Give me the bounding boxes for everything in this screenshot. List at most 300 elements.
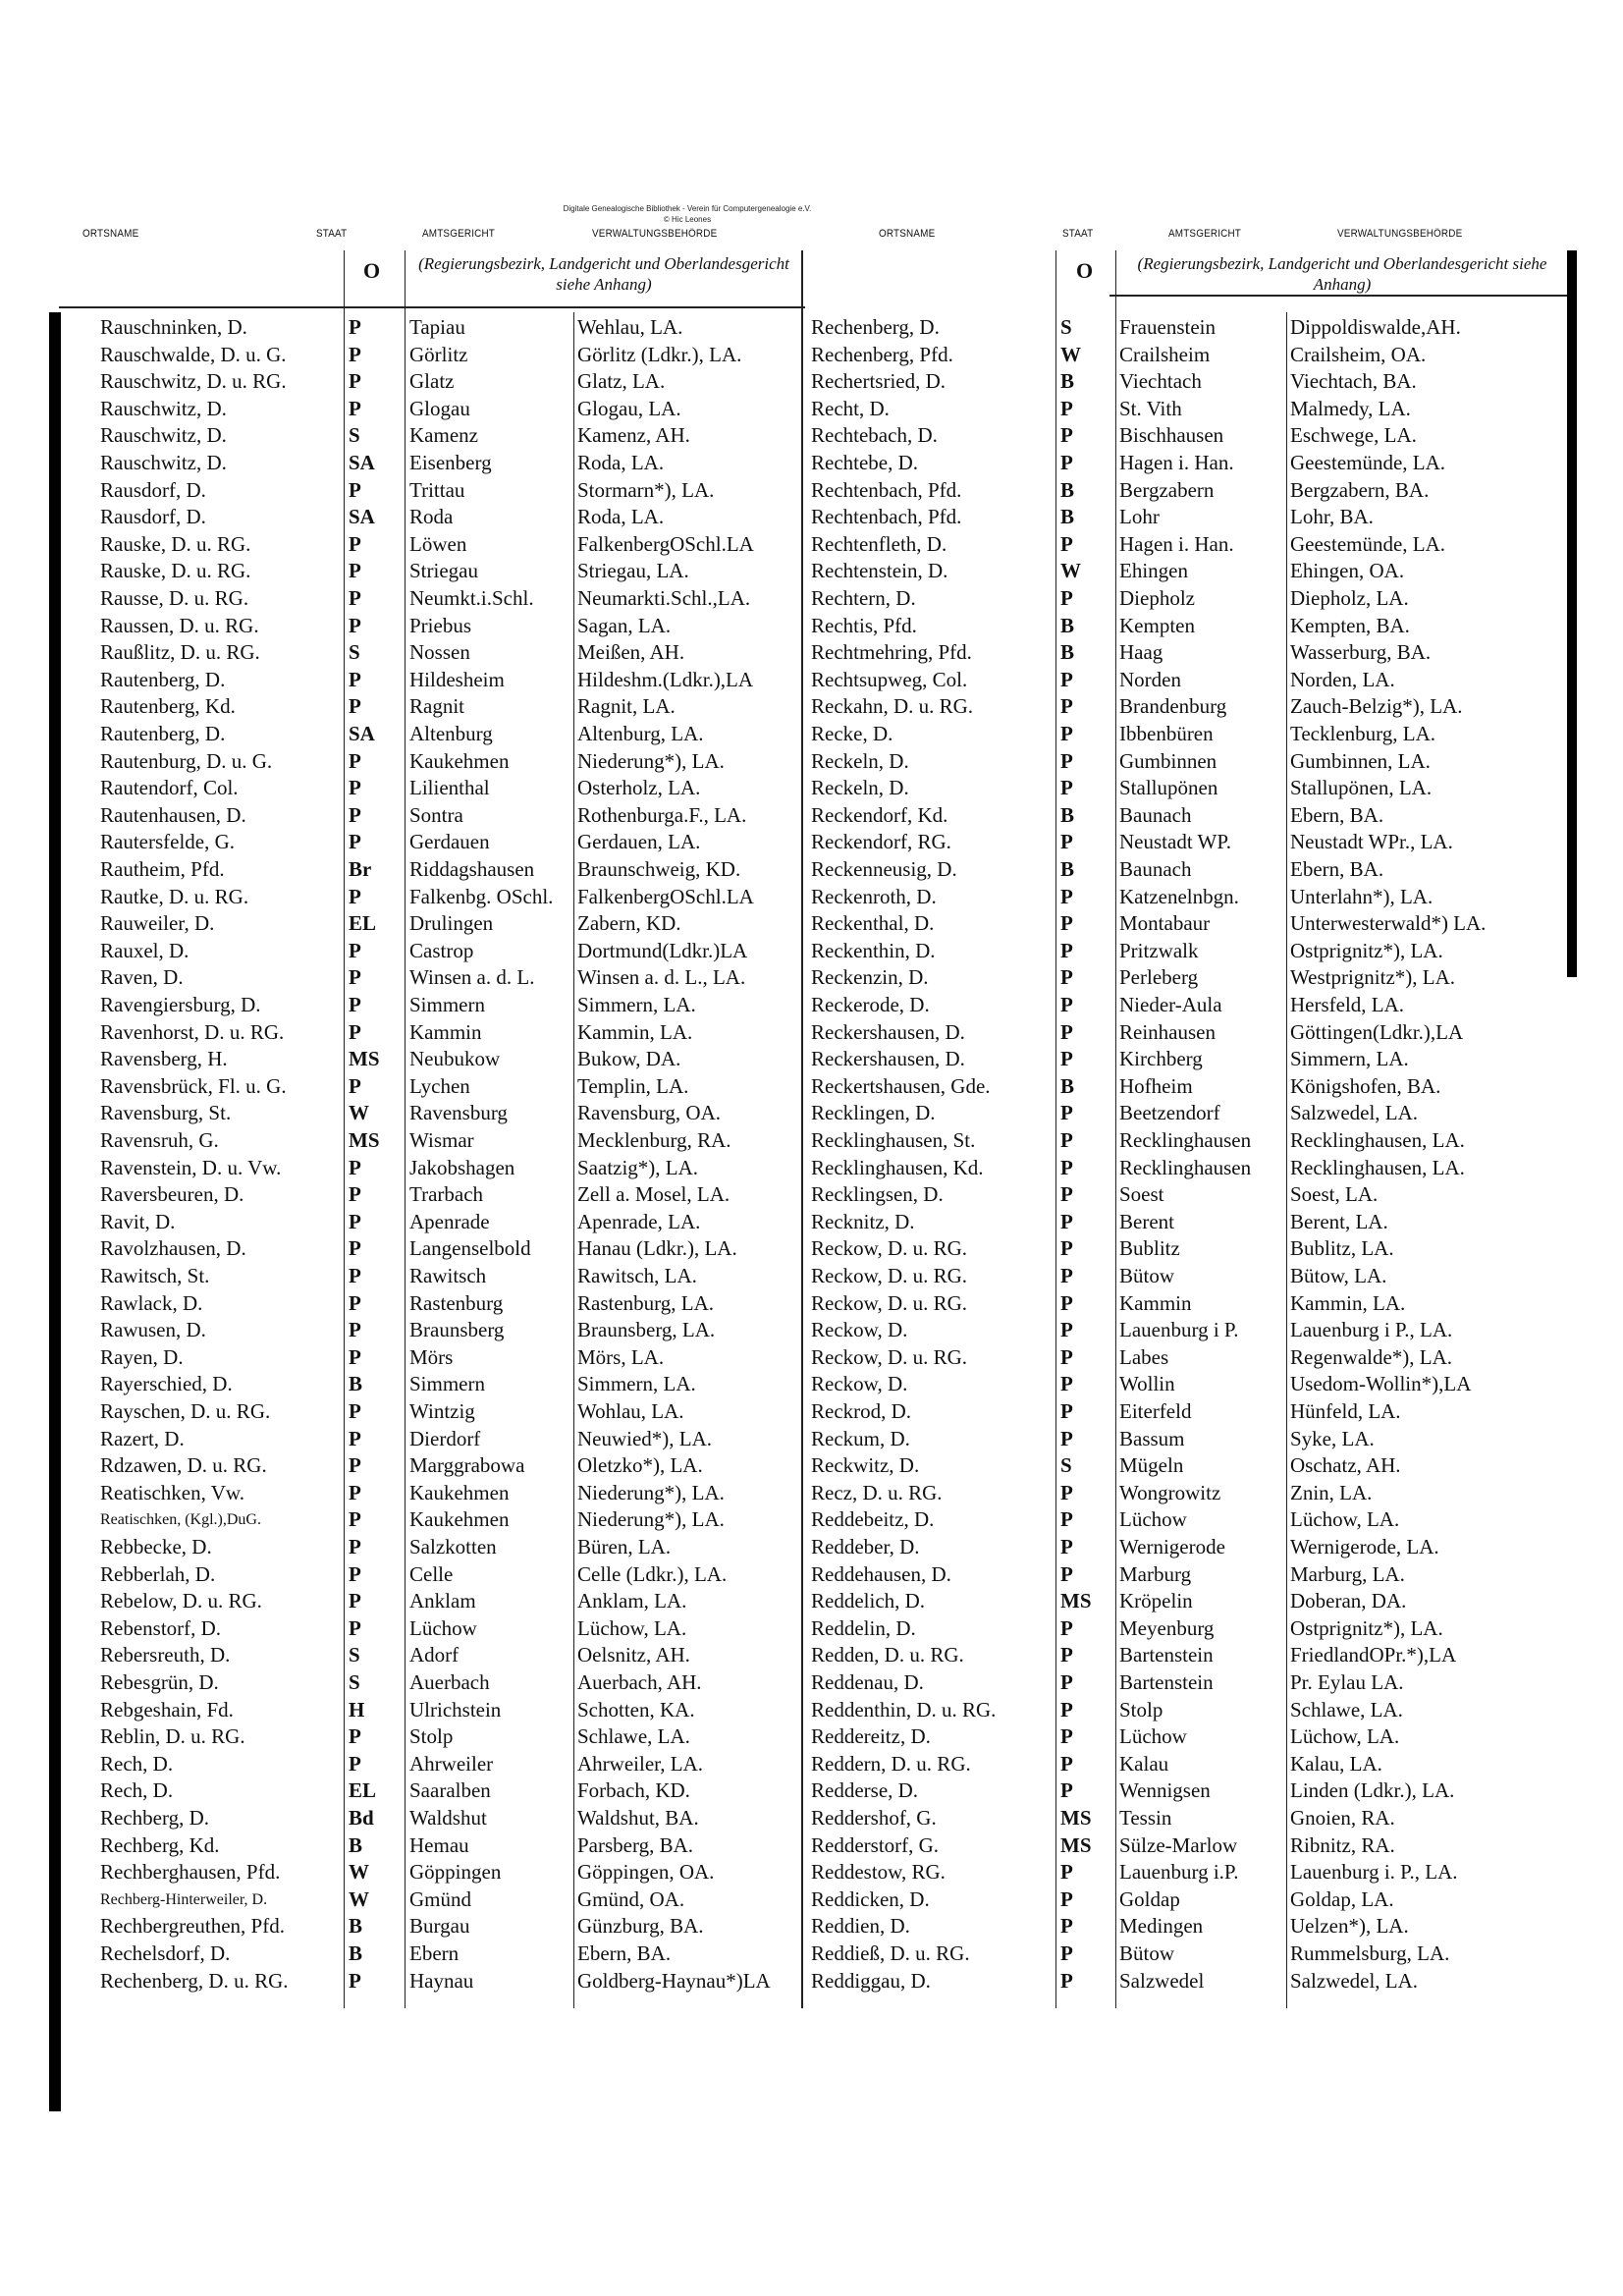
divider: [1286, 312, 1287, 2008]
cell-amtsgericht: Bublitz: [1119, 1236, 1180, 1261]
cell-verwaltungsbehoerde: Tecklenburg, LA.: [1290, 722, 1436, 745]
cell-staat: P: [349, 1561, 361, 1586]
cell-verwaltungsbehoerde: Mecklenburg, RA.: [577, 1128, 731, 1152]
cell-verwaltungsbehoerde: Kempten, BA.: [1290, 613, 1410, 637]
cell-ortsname: Rechelsdorf, D.: [100, 1941, 231, 1965]
header-note-left: (Regierungsbezirk, Landgericht und Oberlandesgericht siehe Anhang): [418, 254, 789, 294]
cell-staat: P: [1060, 1047, 1073, 1071]
cell-staat: P: [1060, 1101, 1073, 1125]
cell-verwaltungsbehoerde: Dortmund(Ldkr.)LA: [577, 938, 748, 962]
cell-ortsname: Rauxel, D.: [100, 938, 189, 962]
cell-amtsgericht: Diepholz: [1119, 586, 1195, 610]
cell-staat: P: [1060, 667, 1073, 691]
cell-amtsgericht: Hagen i. Han.: [1119, 451, 1234, 474]
cell-amtsgericht: Kammin: [1119, 1290, 1192, 1315]
cell-ortsname: Rechtenbach, Pfd.: [811, 477, 962, 502]
credit-line-1: Digitale Genealogische Bibliothek - Verein für Computergenealogie e.V.: [563, 204, 812, 213]
cell-ortsname: Rebberlah, D.: [100, 1561, 216, 1586]
cell-staat: P: [1060, 1886, 1073, 1911]
cell-staat: P: [1060, 884, 1073, 908]
cell-amtsgericht: Norden: [1119, 667, 1181, 691]
cell-staat: P: [1060, 1507, 1073, 1532]
cell-staat: B: [349, 1832, 363, 1857]
cell-verwaltungsbehoerde: Gerdauen, LA.: [577, 830, 701, 854]
cell-staat: P: [1060, 1480, 1073, 1504]
cell-staat: P: [349, 694, 361, 719]
cell-staat: P: [1060, 1643, 1073, 1667]
divider: [1115, 250, 1116, 2008]
cell-amtsgericht: Bartenstein: [1119, 1670, 1214, 1694]
cell-verwaltungsbehoerde: Göppingen, OA.: [577, 1860, 715, 1885]
cell-staat: P: [349, 613, 361, 637]
cell-amtsgericht: Wintzig: [409, 1399, 475, 1423]
cell-amtsgericht: Ahrweiler: [409, 1751, 494, 1776]
cell-amtsgericht: Medingen: [1119, 1914, 1204, 1939]
cell-staat: S: [349, 1670, 360, 1694]
cell-amtsgericht: Kaukehmen: [409, 1507, 510, 1532]
cell-staat: W: [1060, 342, 1081, 366]
cell-staat: MS: [1060, 1832, 1092, 1857]
cell-ortsname: Rautenberg, Kd.: [100, 694, 236, 719]
cell-amtsgericht: Ulrichstein: [409, 1697, 502, 1722]
cell-ortsname: Rechtis, Pfd.: [811, 613, 917, 637]
cell-ortsname: Reddershof, G.: [811, 1806, 937, 1830]
cell-amtsgericht: Hofheim: [1119, 1073, 1193, 1098]
cell-staat: P: [349, 342, 361, 366]
cell-amtsgericht: Pritzwalk: [1119, 938, 1199, 962]
cell-staat: P: [349, 802, 361, 827]
cell-verwaltungsbehoerde: Waldshut, BA.: [577, 1806, 699, 1830]
cell-ortsname: Rechbergreuthen, Pfd.: [100, 1914, 285, 1939]
cell-verwaltungsbehoerde: Wasserburg, BA.: [1290, 640, 1432, 665]
cell-verwaltungsbehoerde: Ahrweiler, LA.: [577, 1751, 704, 1776]
cell-ortsname: Reckwitz, D.: [811, 1453, 920, 1478]
cell-amtsgericht: Wernigerode: [1119, 1535, 1225, 1558]
cell-amtsgericht: Ravensburg: [409, 1101, 508, 1125]
cell-verwaltungsbehoerde: Malmedy, LA.: [1290, 396, 1411, 420]
cell-ortsname: Rechertsried, D.: [811, 369, 947, 394]
cell-verwaltungsbehoerde: Braunsberg, LA.: [577, 1318, 716, 1342]
cell-ortsname: Ravensberg, H.: [100, 1047, 228, 1071]
cell-verwaltungsbehoerde: Neustadt WPr., LA.: [1290, 830, 1453, 854]
cell-verwaltungsbehoerde: Glatz, LA.: [577, 369, 666, 394]
cell-verwaltungsbehoerde: Goldap, LA.: [1290, 1886, 1394, 1911]
cell-staat: P: [349, 1344, 361, 1369]
cell-staat: P: [349, 965, 361, 990]
cell-staat: S: [349, 423, 360, 448]
cell-staat: P: [1060, 1860, 1073, 1885]
cell-ortsname: Rebersreuth, D.: [100, 1643, 231, 1667]
cell-ortsname: Rauschwitz, D. u. RG.: [100, 369, 287, 394]
cell-ortsname: Reddicken, D.: [811, 1886, 930, 1911]
cell-amtsgericht: Simmern: [409, 993, 485, 1016]
cell-amtsgericht: Recklinghausen: [1119, 1155, 1252, 1179]
cell-amtsgericht: Jakobshagen: [409, 1155, 515, 1179]
cell-amtsgericht: Auerbach: [409, 1670, 490, 1694]
cell-amtsgericht: Wollin: [1119, 1372, 1175, 1396]
cell-staat: P: [1060, 1264, 1073, 1287]
cell-amtsgericht: Drulingen: [409, 911, 494, 936]
cell-verwaltungsbehoerde: Bukow, DA.: [577, 1047, 681, 1071]
staat-mark-left: O: [363, 258, 381, 283]
cell-amtsgericht: Hemau: [409, 1832, 469, 1857]
cell-ortsname: Reddehausen, D.: [811, 1561, 951, 1586]
cell-ortsname: Recknitz, D.: [811, 1209, 915, 1233]
cell-verwaltungsbehoerde: Mörs, LA.: [577, 1344, 665, 1369]
cell-verwaltungsbehoerde: Rothenburga.F., LA.: [577, 802, 747, 827]
cell-staat: P: [349, 748, 361, 773]
cell-ortsname: Reddereitz, D.: [811, 1724, 931, 1749]
cell-staat: P: [349, 1019, 361, 1044]
cell-ortsname: Reckenzin, D.: [811, 965, 929, 990]
cell-staat: P: [349, 1426, 361, 1450]
cell-amtsgericht: Neubukow: [409, 1047, 501, 1071]
cell-staat: P: [1060, 1697, 1073, 1722]
cell-ortsname: Rech, D.: [100, 1751, 174, 1776]
cell-staat: P: [349, 1264, 361, 1287]
cell-ortsname: Rauschwalde, D. u. G.: [100, 342, 287, 366]
cell-ortsname: Reddeber, D.: [811, 1535, 920, 1558]
cell-ortsname: Recklinghausen, St.: [811, 1128, 976, 1152]
cell-verwaltungsbehoerde: Syke, LA.: [1290, 1426, 1375, 1450]
cell-amtsgericht: Stolp: [1119, 1697, 1163, 1722]
cell-staat: P: [349, 1155, 361, 1179]
cell-verwaltungsbehoerde: Niederung*), LA.: [577, 1480, 725, 1504]
cell-staat: B: [1060, 477, 1075, 502]
cell-ortsname: Raußlitz, D. u. RG.: [100, 640, 260, 665]
cell-staat: P: [1060, 1182, 1073, 1207]
cell-staat: P: [349, 1589, 361, 1613]
cell-amtsgericht: Tessin: [1119, 1806, 1172, 1830]
header-staat-left: STAAT: [316, 228, 348, 240]
cell-ortsname: Rebgeshain, Fd.: [100, 1697, 234, 1722]
cell-ortsname: Rautke, D. u. RG.: [100, 884, 249, 908]
cell-staat: P: [1060, 722, 1073, 745]
cell-verwaltungsbehoerde: Görlitz (Ldkr.), LA.: [577, 342, 742, 366]
divider: [1055, 250, 1056, 2008]
cell-staat: SA: [349, 451, 375, 474]
cell-ortsname: Reddenthin, D. u. RG.: [811, 1697, 997, 1722]
cell-ortsname: Rawitsch, St.: [100, 1264, 210, 1287]
cell-staat: S: [349, 640, 360, 665]
cell-ortsname: Rauske, D. u. RG.: [100, 531, 251, 556]
cell-ortsname: Reddern, D. u. RG.: [811, 1751, 971, 1776]
cell-amtsgericht: Falkenbg. OSchl.: [409, 884, 554, 908]
cell-staat: S: [349, 1643, 360, 1667]
cell-staat: P: [349, 559, 361, 583]
cell-verwaltungsbehoerde: Lauenburg i P., LA.: [1290, 1318, 1453, 1342]
cell-staat: P: [349, 1480, 361, 1504]
cell-verwaltungsbehoerde: Saatzig*), LA.: [577, 1155, 699, 1179]
cell-verwaltungsbehoerde: Berent, LA.: [1290, 1209, 1388, 1233]
cell-amtsgericht: Göppingen: [409, 1860, 502, 1885]
cell-staat: P: [349, 396, 361, 420]
cell-ortsname: Rebbecke, D.: [100, 1535, 212, 1558]
cell-ortsname: Rechenberg, Pfd.: [811, 342, 953, 366]
cell-ortsname: Recklinghausen, Kd.: [811, 1155, 984, 1179]
cell-verwaltungsbehoerde: Bublitz, LA.: [1290, 1236, 1394, 1261]
cell-verwaltungsbehoerde: Ragnit, LA.: [577, 694, 676, 719]
cell-amtsgericht: Simmern: [409, 1372, 485, 1396]
cell-staat: P: [349, 1724, 361, 1749]
cell-ortsname: Rechberg, Kd.: [100, 1832, 220, 1857]
left-margin-bar: [49, 312, 61, 2111]
cell-amtsgericht: Lüchow: [1119, 1724, 1187, 1749]
cell-amtsgericht: Kröpelin: [1119, 1589, 1193, 1613]
cell-staat: EL: [349, 1778, 377, 1803]
cell-staat: P: [349, 1182, 361, 1207]
cell-ortsname: Reckow, D. u. RG.: [811, 1236, 968, 1261]
cell-amtsgericht: Lauenburg i.P.: [1119, 1860, 1239, 1885]
cell-amtsgericht: Salzkotten: [409, 1535, 497, 1558]
cell-verwaltungsbehoerde: Templin, LA.: [577, 1073, 689, 1098]
cell-verwaltungsbehoerde: Oelsnitz, AH.: [577, 1643, 690, 1667]
cell-staat: W: [349, 1886, 369, 1911]
cell-verwaltungsbehoerde: Schlawe, LA.: [577, 1724, 690, 1749]
cell-ortsname: Rayschen, D. u. RG.: [100, 1399, 271, 1423]
cell-verwaltungsbehoerde: Anklam, LA.: [577, 1589, 687, 1613]
cell-verwaltungsbehoerde: Büren, LA.: [577, 1535, 672, 1558]
cell-verwaltungsbehoerde: Crailsheim, OA.: [1290, 342, 1427, 366]
cell-staat: P: [349, 1751, 361, 1776]
cell-staat: P: [1060, 1399, 1073, 1423]
cell-ortsname: Ravensburg, St.: [100, 1101, 232, 1125]
cell-ortsname: Rechberg-Hinterweiler, D.: [100, 1890, 268, 1908]
cell-ortsname: Rechtebe, D.: [811, 451, 919, 474]
cell-ortsname: Rausse, D. u. RG.: [100, 586, 249, 610]
divider: [344, 250, 345, 2008]
cell-ortsname: Rayerschied, D.: [100, 1372, 233, 1396]
header-verwaltung-left: VERWALTUNGSBEHÖRDE: [592, 228, 718, 240]
cell-ortsname: Ravit, D.: [100, 1209, 176, 1233]
cell-staat: P: [1060, 1426, 1073, 1450]
cell-ortsname: Rechtebach, D.: [811, 423, 938, 448]
cell-verwaltungsbehoerde: Ehingen, OA.: [1290, 559, 1405, 583]
cell-verwaltungsbehoerde: Wehlau, LA.: [577, 315, 683, 339]
cell-ortsname: Rautenberg, D.: [100, 722, 226, 745]
cell-ortsname: Rauschwitz, D.: [100, 396, 227, 420]
cell-ortsname: Reckershausen, D.: [811, 1019, 965, 1044]
cell-staat: P: [1060, 1914, 1073, 1939]
cell-verwaltungsbehoerde: Parsberg, BA.: [577, 1832, 694, 1857]
cell-verwaltungsbehoerde: Gumbinnen, LA.: [1290, 748, 1431, 773]
divider: [801, 250, 803, 2008]
cell-staat: P: [1060, 694, 1073, 719]
cell-verwaltungsbehoerde: Ostprignitz*), LA.: [1290, 938, 1443, 962]
cell-amtsgericht: Reinhausen: [1119, 1019, 1216, 1044]
cell-verwaltungsbehoerde: Kammin, LA.: [577, 1019, 693, 1044]
cell-amtsgericht: Lychen: [409, 1073, 470, 1098]
cell-verwaltungsbehoerde: Lüchow, LA.: [1290, 1724, 1400, 1749]
cell-verwaltungsbehoerde: Simmern, LA.: [577, 1372, 696, 1396]
cell-amtsgericht: Anklam: [409, 1589, 476, 1613]
cell-ortsname: Reckow, D. u. RG.: [811, 1344, 968, 1369]
cell-verwaltungsbehoerde: Ebern, BA.: [1290, 802, 1384, 827]
cell-ortsname: Rechberghausen, Pfd.: [100, 1860, 281, 1885]
cell-amtsgericht: Sontra: [409, 802, 463, 827]
cell-staat: P: [1060, 1344, 1073, 1369]
cell-staat: P: [349, 1453, 361, 1478]
cell-amtsgericht: Wongrowitz: [1119, 1480, 1221, 1504]
cell-staat: P: [349, 1399, 361, 1423]
cell-amtsgericht: Wismar: [409, 1128, 474, 1152]
cell-verwaltungsbehoerde: Ostprignitz*), LA.: [1290, 1615, 1443, 1640]
cell-amtsgericht: Kalau: [1119, 1751, 1169, 1776]
cell-staat: P: [1060, 1318, 1073, 1342]
cell-ortsname: Recklingen, D.: [811, 1101, 936, 1125]
cell-staat: P: [1060, 993, 1073, 1016]
cell-amtsgericht: Hagen i. Han.: [1119, 531, 1234, 556]
cell-ortsname: Razert, D.: [100, 1426, 185, 1450]
cell-staat: P: [1060, 1670, 1073, 1694]
cell-staat: P: [1060, 1236, 1073, 1261]
cell-amtsgericht: Burgau: [409, 1914, 470, 1939]
cell-verwaltungsbehoerde: Kamenz, AH.: [577, 423, 690, 448]
cell-staat: P: [1060, 748, 1073, 773]
cell-staat: S: [1060, 315, 1072, 339]
cell-staat: P: [349, 369, 361, 394]
cell-staat: P: [1060, 586, 1073, 610]
cell-amtsgericht: Ragnit: [409, 694, 464, 719]
cell-amtsgericht: Montabaur: [1119, 911, 1211, 936]
cell-ortsname: Rechenberg, D.: [811, 315, 940, 339]
cell-verwaltungsbehoerde: Neuwied*), LA.: [577, 1426, 713, 1450]
cell-ortsname: Reckendorf, Kd.: [811, 802, 948, 827]
cell-staat: P: [1060, 531, 1073, 556]
cell-amtsgericht: Trittau: [409, 477, 465, 502]
cell-ortsname: Ravensruh, G.: [100, 1128, 219, 1152]
cell-verwaltungsbehoerde: FriedlandOPr.*),LA: [1290, 1643, 1457, 1667]
cell-verwaltungsbehoerde: Recklinghausen, LA.: [1290, 1128, 1465, 1152]
cell-verwaltungsbehoerde: Oschatz, AH.: [1290, 1453, 1401, 1478]
cell-staat: MS: [349, 1128, 380, 1152]
cell-staat: B: [1060, 369, 1075, 394]
cell-ortsname: Reatischken, Vw.: [100, 1480, 244, 1504]
cell-amtsgericht: Nieder-Aula: [1119, 993, 1222, 1016]
cell-amtsgericht: Rawitsch: [409, 1264, 487, 1287]
cell-verwaltungsbehoerde: Bergzabern, BA.: [1290, 477, 1430, 502]
cell-amtsgericht: Haynau: [409, 1968, 474, 1993]
cell-verwaltungsbehoerde: Schlawe, LA.: [1290, 1697, 1403, 1722]
cell-ortsname: Recht, D.: [811, 396, 890, 420]
cell-verwaltungsbehoerde: Goldberg-Haynau*)LA: [577, 1968, 771, 1993]
cell-ortsname: Rech, D.: [100, 1778, 174, 1803]
cell-amtsgericht: Görlitz: [409, 342, 468, 366]
cell-ortsname: Reddelich, D.: [811, 1589, 926, 1613]
cell-ortsname: Reddien, D.: [811, 1914, 910, 1939]
cell-verwaltungsbehoerde: Roda, LA.: [577, 505, 665, 529]
cell-ortsname: Reckendorf, RG.: [811, 830, 951, 854]
cell-ortsname: Rechtmehring, Pfd.: [811, 640, 972, 665]
cell-ortsname: Rautersfelde, G.: [100, 830, 236, 854]
cell-ortsname: Reckow, D. u. RG.: [811, 1290, 968, 1315]
cell-verwaltungsbehoerde: Hersfeld, LA.: [1290, 993, 1405, 1016]
cell-amtsgericht: Priebus: [409, 613, 471, 637]
cell-ortsname: Rautenhausen, D.: [100, 802, 246, 827]
cell-staat: P: [1060, 396, 1073, 420]
cell-staat: P: [349, 1209, 361, 1233]
cell-staat: B: [349, 1941, 363, 1965]
cell-verwaltungsbehoerde: Göttingen(Ldkr.),LA: [1290, 1019, 1464, 1044]
cell-verwaltungsbehoerde: Glogau, LA.: [577, 396, 681, 420]
cell-staat: P: [1060, 1941, 1073, 1965]
cell-staat: SA: [349, 722, 375, 745]
cell-amtsgericht: Lilienthal: [409, 776, 490, 800]
cell-ortsname: Rawusen, D.: [100, 1318, 206, 1342]
cell-verwaltungsbehoerde: Zell a. Mosel, LA.: [577, 1182, 730, 1207]
cell-staat: P: [1060, 1290, 1073, 1315]
cell-ortsname: Rechenberg, D. u. RG.: [100, 1968, 289, 1993]
cell-verwaltungsbehoerde: Lohr, BA.: [1290, 505, 1374, 529]
cell-ortsname: Reblin, D. u. RG.: [100, 1724, 245, 1749]
cell-ortsname: Redden, D. u. RG.: [811, 1643, 964, 1667]
cell-verwaltungsbehoerde: Gnoien, RA.: [1290, 1806, 1395, 1830]
cell-amtsgericht: Bütow: [1119, 1264, 1175, 1287]
cell-staat: P: [1060, 911, 1073, 936]
cell-verwaltungsbehoerde: Schotten, KA.: [577, 1697, 695, 1722]
cell-verwaltungsbehoerde: Meißen, AH.: [577, 640, 685, 665]
cell-staat: P: [1060, 1155, 1073, 1179]
cell-ortsname: Ravenstein, D. u. Vw.: [100, 1155, 282, 1179]
cell-amtsgericht: Roda: [409, 505, 454, 529]
cell-ortsname: Raussen, D. u. RG.: [100, 613, 259, 637]
cell-ortsname: Rebenstorf, D.: [100, 1615, 222, 1640]
cell-verwaltungsbehoerde: Soest, LA.: [1290, 1182, 1379, 1207]
cell-verwaltungsbehoerde: Hanau (Ldkr.), LA.: [577, 1236, 737, 1261]
cell-staat: B: [1060, 1073, 1075, 1098]
cell-amtsgericht: Hildesheim: [409, 667, 505, 691]
cell-verwaltungsbehoerde: Usedom-Wollin*),LA: [1290, 1372, 1472, 1396]
cell-verwaltungsbehoerde: Ribnitz, RA.: [1290, 1832, 1395, 1857]
cell-verwaltungsbehoerde: Salzwedel, LA.: [1290, 1101, 1419, 1125]
cell-ortsname: Rautheim, Pfd.: [100, 857, 225, 881]
header-ortsname-right: ORTSNAME: [879, 228, 936, 240]
cell-verwaltungsbehoerde: Wernigerode, LA.: [1290, 1535, 1439, 1558]
cell-verwaltungsbehoerde: Stormarn*), LA.: [577, 477, 715, 502]
cell-ortsname: Reckershausen, D.: [811, 1047, 965, 1071]
cell-ortsname: Rauske, D. u. RG.: [100, 559, 251, 583]
cell-ortsname: Reddestow, RG.: [811, 1860, 946, 1885]
cell-ortsname: Rayen, D.: [100, 1344, 184, 1369]
cell-verwaltungsbehoerde: Apenrade, LA.: [577, 1209, 701, 1233]
cell-staat: MS: [1060, 1589, 1092, 1613]
cell-amtsgericht: Haag: [1119, 640, 1163, 665]
cell-verwaltungsbehoerde: Salzwedel, LA.: [1290, 1968, 1419, 1993]
cell-verwaltungsbehoerde: Auerbach, AH.: [577, 1670, 702, 1694]
cell-ortsname: Rebelow, D. u. RG.: [100, 1589, 262, 1613]
cell-staat: P: [349, 1236, 361, 1261]
cell-verwaltungsbehoerde: Lüchow, LA.: [1290, 1507, 1400, 1532]
cell-ortsname: Ravenhorst, D. u. RG.: [100, 1019, 285, 1044]
cell-amtsgericht: Lohr: [1119, 505, 1160, 529]
cell-verwaltungsbehoerde: Lauenburg i. P., LA.: [1290, 1860, 1458, 1885]
cell-ortsname: Rausdorf, D.: [100, 505, 206, 529]
cell-staat: P: [1060, 1128, 1073, 1152]
cell-ortsname: Redderse, D.: [811, 1778, 919, 1803]
cell-ortsname: Reckertshausen, Gde.: [811, 1073, 991, 1098]
cell-amtsgericht: Perleberg: [1119, 965, 1199, 990]
cell-amtsgericht: Frauenstein: [1119, 315, 1216, 339]
cell-amtsgericht: Eiterfeld: [1119, 1399, 1192, 1423]
cell-verwaltungsbehoerde: Bütow, LA.: [1290, 1264, 1387, 1287]
cell-verwaltungsbehoerde: Stallupönen, LA.: [1290, 776, 1433, 800]
cell-verwaltungsbehoerde: Simmern, LA.: [577, 993, 696, 1016]
cell-amtsgericht: Salzwedel: [1119, 1968, 1205, 1993]
cell-amtsgericht: Meyenburg: [1119, 1615, 1215, 1640]
cell-ortsname: Rausdorf, D.: [100, 477, 206, 502]
cell-staat: P: [349, 1290, 361, 1315]
cell-staat: P: [1060, 451, 1073, 474]
